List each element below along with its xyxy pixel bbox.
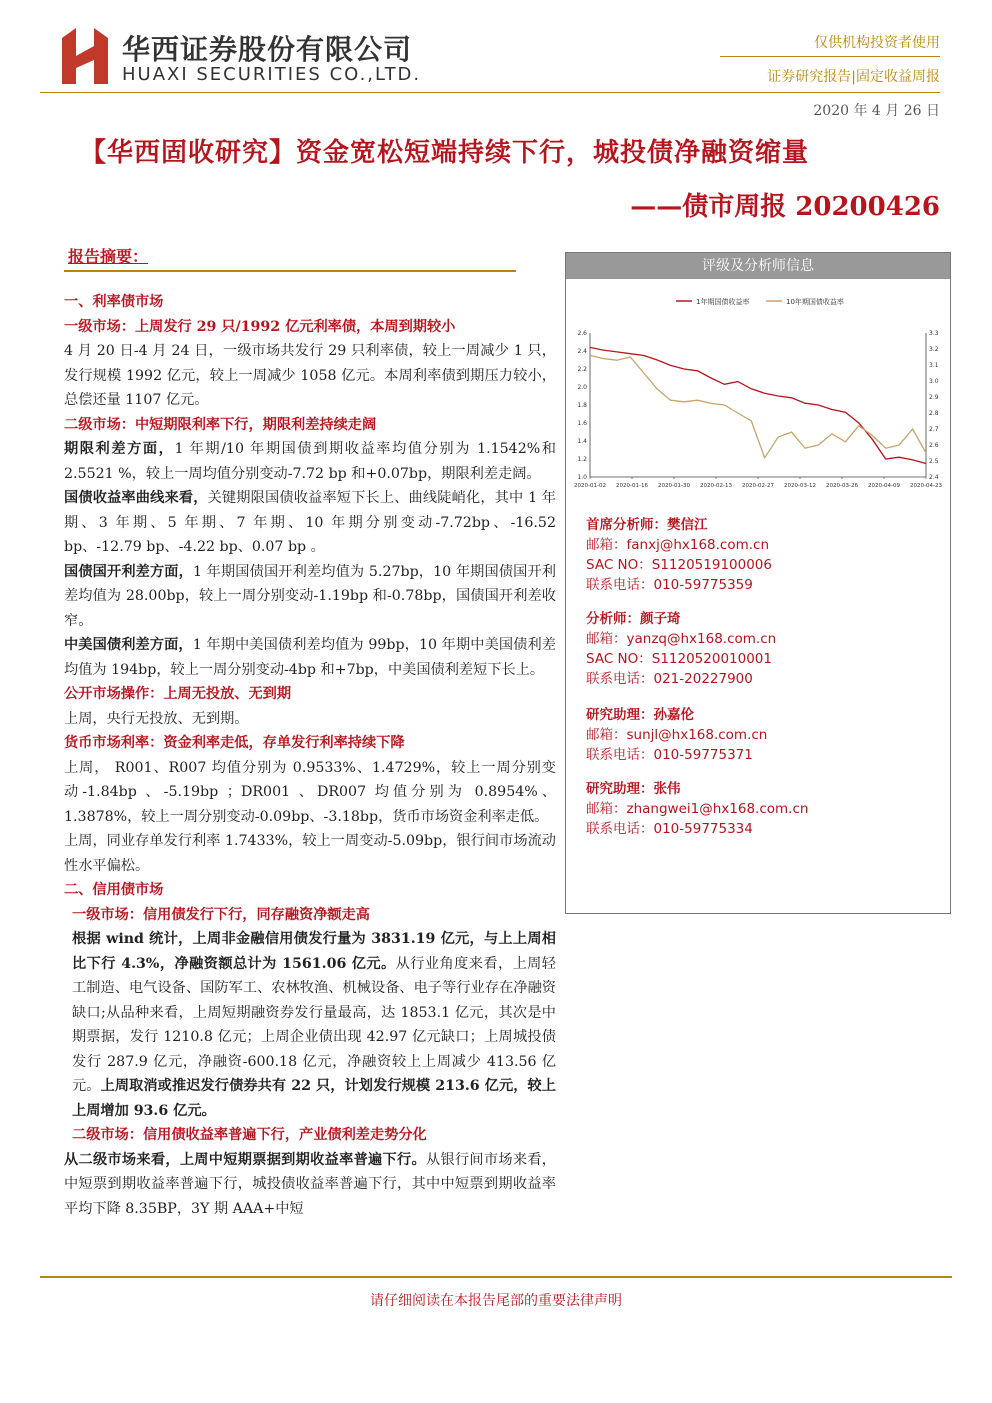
- summary-label: 报告摘要：: [68, 247, 149, 266]
- y-right-tick-label: 3.3: [929, 330, 939, 337]
- analyst-info-box: [565, 252, 951, 914]
- x-tick-label: 2020-01-16: [616, 483, 648, 489]
- y-right-tick-label: 2.4: [929, 474, 939, 481]
- legal-notice: 请仔细阅读在本报告尾部的重要法律声明: [370, 1293, 622, 1309]
- summary-underline: [64, 270, 516, 272]
- paragraph: 上周， R001、R007 均值分别为 0.9533%、1.4729%，较上一周分别变动-1.84bp 、-5.19bp ；DR001 、DR007 均值分别为 0.8954%、1.3878%，较上一周分别变动-0.09bp、-3.18bp，货币市场资金利率走低。: [64, 759, 556, 825]
- report-type-tag: 证券研究报告|固定收益周报: [767, 69, 940, 85]
- y-right-tick-label: 2.8: [929, 410, 939, 417]
- x-tick-label: 2020-04-23: [910, 483, 942, 489]
- report-subtitle: ——债市周报 20200426: [630, 192, 940, 222]
- paragraph: 4 月 20 日-4 月 24 日，一级市场共发行 29 只利率债，较上一周减少 1 只，发行规模 1992 亿元，较上一周减少 1058 亿元。本周利率债到期压力较小，总偿还量 1107 亿元。: [64, 343, 556, 408]
- company-name-cn: 华西证券股份有限公司: [122, 33, 413, 66]
- y-right-tick-label: 2.5: [929, 458, 939, 465]
- analyst-box-title: 评级及分析师信息: [566, 253, 950, 279]
- y-right-tick-label: 3.0: [929, 378, 939, 385]
- y-left-tick-label: 1.2: [577, 456, 587, 463]
- y-right-tick-label: 2.9: [929, 394, 939, 401]
- analyst-1: 首席分析师：樊信江 邮箱：fanxj@hx168.com.cn SAC NO：S1120519100006 联系电话：010-59775359: [586, 517, 772, 593]
- x-tick-label: 2020-02-13: [700, 483, 732, 489]
- y-right-tick-label: 2.7: [929, 426, 939, 433]
- paragraph: 国债国开利差方面，1 年期国债国开利差均值为 5.27bp，10 年期国债国开利差均值为 28.00bp，较上一周分别变动-1.19bp 和-0.78bp，国债国开利差收窄。: [64, 563, 556, 629]
- huaxi-logo-icon: [62, 28, 108, 84]
- email-link[interactable]: fanxj@hx168.com.cn: [626, 537, 770, 553]
- company-name-en: HUAXI SECURITIES CO.,LTD.: [122, 64, 422, 85]
- y-left-tick-label: 1.6: [577, 420, 587, 427]
- email-link[interactable]: zhangwei1@hx168.com.cn: [626, 801, 809, 817]
- legend-label: 10年期国债收益率: [786, 298, 844, 306]
- x-tick-label: 2020-04-09: [868, 483, 900, 489]
- summary-body: [64, 290, 556, 1221]
- subsection-heading: 公开市场操作：上周无投放、无到期: [64, 686, 292, 702]
- y-left-tick-label: 1.8: [577, 402, 587, 409]
- analyst-3: 研究助理：孙嘉伦 邮箱：sunjl@hx168.com.cn 联系电话：010-59775371: [586, 707, 768, 763]
- paragraph: 期限利差方面，1 年期/10 年期国债到期收益率均值分别为 1.1542%和 2.5521 %，较上一周均值分别变动-7.72 bp 和+0.07bp，期限利差走阔。: [64, 441, 556, 482]
- x-tick-label: 2020-03-26: [826, 483, 858, 489]
- email-link[interactable]: sunjl@hx168.com.cn: [626, 727, 768, 743]
- series-line: [590, 347, 926, 463]
- report-date: 2020 年 4 月 26 日: [813, 103, 940, 119]
- subsection-heading: 二级市场：信用债收益率普遍下行，产业债利差走势分化: [72, 1127, 427, 1143]
- header-divider-long: [40, 92, 940, 93]
- report-title: 【华西固收研究】资金宽松短端持续下行，城投债净融资缩量: [80, 138, 810, 168]
- email-link[interactable]: yanzq@hx168.com.cn: [626, 631, 777, 647]
- y-right-tick-label: 2.6: [929, 442, 939, 449]
- y-left-tick-label: 2.2: [577, 366, 587, 373]
- section-heading: 一、利率债市场: [64, 294, 164, 310]
- paragraph: 上周，同业存单发行利率 1.7433%，较上一周变动-5.09bp，银行间市场流动性水平偏松。: [64, 833, 556, 874]
- subsection-heading: 二级市场：中短期限利率下行，期限利差持续走阔: [64, 416, 377, 433]
- section-heading: 二、信用债市场: [64, 882, 164, 898]
- analyst-2: 分析师：颜子琦 邮箱：yanzq@hx168.com.cn SAC NO：S1120520010001 联系电话：021-20227900: [586, 611, 777, 687]
- paragraph: 根据 wind 统计，上周非金融信用债发行量为 3831.19 亿元，与上上周相比下行 4.3%，净融资额总计为 1561.06 亿元。从行业角度来看，上周轻工制造、电气设备、国防军工、农林牧渔、机械设备、电子等行业存在净融资缺口;从品种来看，上周短期融资券发行量最高，达 1853.1 亿元，其次是中期票据，发行 1210.8 亿元；上周企业债出现 42.97 亿元缺口；上周城投债发行 287.9 亿元，净融资-600.18 亿元，净融资较上上周减少 413.56 亿元。上周取消或推迟发行债券共有 22 只，计划发行规模 213.6 亿元，较上上周增加 93.6 亿元。: [72, 931, 556, 1119]
- header-divider: [720, 56, 940, 57]
- series-line: [590, 355, 926, 457]
- audience-tag: 仅供机构投资者使用: [814, 35, 940, 51]
- y-left-tick-label: 1.0: [577, 474, 587, 481]
- y-left-tick-label: 1.4: [577, 438, 587, 445]
- y-left-tick-label: 2.0: [577, 384, 587, 391]
- x-tick-label: 2020-02-27: [742, 483, 774, 489]
- paragraph: 中美国债利差方面，1 年期中美国债利差均值为 99bp，10 年期中美国债利差均值为 194bp，较上一周分别变动-4bp 和+7bp，中美国债利差短下长上。: [64, 637, 556, 678]
- y-right-tick-label: 3.2: [929, 346, 939, 353]
- x-tick-label: 2020-01-02: [574, 483, 606, 489]
- footer-divider: [40, 1276, 952, 1278]
- y-left-tick-label: 2.6: [577, 330, 587, 337]
- y-right-tick-label: 3.1: [929, 362, 939, 369]
- analyst-4: 研究助理：张伟 邮箱：zhangwei1@hx168.com.cn 联系电话：010-59775334: [586, 781, 809, 837]
- subsection-heading: 一级市场：上周发行 29 只/1992 亿元利率债，本周到期较小: [64, 318, 456, 335]
- paragraph: 从二级市场来看，上周中短期票据到期收益率普遍下行。从银行间市场来看，中短票到期收益率普遍下行，城投债收益率普遍下行，其中中短票到期收益率平均下降 8.35BP，3Y 期 AAA+中短: [64, 1151, 556, 1217]
- x-tick-label: 2020-01-30: [658, 483, 690, 489]
- y-left-tick-label: 2.4: [577, 348, 587, 355]
- subsection-heading: 货币市场利率：资金利率走低，存单发行利率持续下降: [64, 735, 405, 751]
- yield-chart: [568, 289, 950, 501]
- subsection-heading: 一级市场：信用债发行下行，同存融资净额走高: [72, 906, 370, 923]
- legend-label: 1年期国债收益率: [696, 298, 750, 306]
- x-tick-label: 2020-03-12: [784, 483, 816, 489]
- paragraph: 国债收益率曲线来看，关键期限国债收益率短下长上、曲线陡峭化，其中 1 年期、3 年期、5 年期、7 年期、10 年期分别变动-7.72bp、-16.52 bp、-12.79 bp、-4.22 bp、0.07 bp 。: [64, 490, 556, 555]
- paragraph: 上周，央行无投放、无到期。: [64, 710, 249, 727]
